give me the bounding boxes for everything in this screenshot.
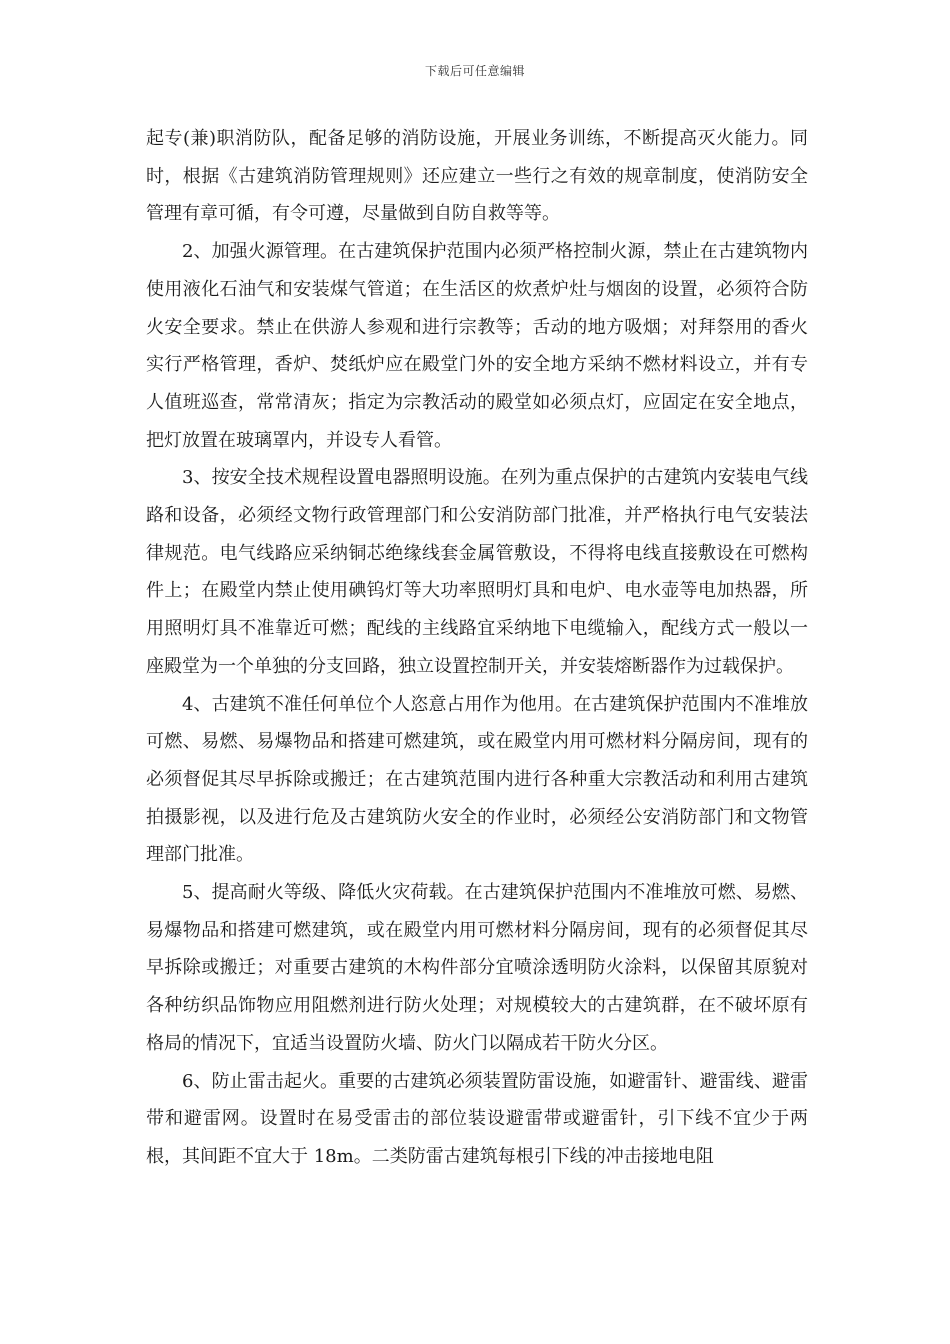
document-body: [146, 120, 808, 1176]
paragraph-occupancy-restriction: 4、古建筑不准任何单位个人恣意占用作为他用。在古建筑保护范围内不准堆放可燃、易燃、易爆物品和搭建可燃建筑，或在殿堂内用可燃材料分隔房间，现有的必须督促其尽早拆除或搬迁；在古建筑范围内进行各种重大宗教活动和利用古建筑拍摄影视，以及进行危及古建筑防火安全的作业时，必须经公安消防部门和文物管理部门批准。: [146, 693, 808, 866]
paragraph-continuation: 起专(兼)职消防队，配备足够的消防设施，开展业务训练，不断提高灭火能力。同时，根据《古建筑消防管理规则》还应建立一些行之有效的规章制度，使消防安全管理有章可循，有令可遵，尽量做到自防自救等等。: [146, 128, 808, 225]
page-header: 下载后可任意编辑: [424, 64, 525, 78]
paragraph-fire-source-management: 2、加强火源管理。在古建筑保护范围内必须严格控制火源，禁止在古建筑物内使用液化石油气和安装煤气管道；在生活区的炊煮炉灶与烟囱的设置，必须符合防火安全要求。禁止在供游人参观和进行宗教等；舌动的地方吸烟；对拜祭用的香火实行严格管理，香炉、焚纸炉应在殿堂门外的安全地方采纳不燃材料设立，并有专人值班巡查，常常清灰；指定为宗教活动的殿堂如必须点灯，应固定在安全地点，把灯放置在玻璃罩内，并设专人看管。: [146, 241, 808, 451]
paragraph-lightning-protection: 6、防止雷击起火。重要的古建筑必须装置防雷设施，如避雷针、避雷线、避雷带和避雷网。设置时在易受雷击的部位装设避雷带或避雷针，引下线不宜少于两根，其间距不宜大于 18m。二类防雷古建筑每根引下线的冲击接地电阻: [146, 1070, 808, 1167]
paragraph-electrical-lighting: 3、按安全技术规程设置电器照明设施。在列为重点保护的古建筑内安装电气线路和设备，必须经文物行政管理部门和公安消防部门批准，并严格执行电气安装法律规范。电气线路应采纳铜芯绝缘线套金属管敷设，不得将电线直接敷设在可燃构件上；在殿堂内禁止使用碘钨灯等大功率照明灯具和电炉、电水壶等电加热器，所用照明灯具不准靠近可燃；配线的主线路宜采纳地下电缆输入，配线方式一般以一座殿堂为一个单独的分支回路，独立设置控制开关，并安装熔断器作为过载保护。: [146, 467, 808, 677]
paragraph-fire-resistance: 5、提高耐火等级、降低火灾荷载。在古建筑保护范围内不准堆放可燃、易燃、易爆物品和搭建可燃建筑，或在殿堂内用可燃材料分隔房间，现有的必须督促其尽早拆除或搬迁；对重要古建筑的木构件部分宜喷涂透明防火涂料，以保留其原貌对各种纺织品饰物应用阻燃剂进行防火处理；对规模较大的古建筑群，在不破坏原有格局的情况下，宜适当设置防火墙、防火门以隔成若干防火分区。: [146, 882, 808, 1054]
